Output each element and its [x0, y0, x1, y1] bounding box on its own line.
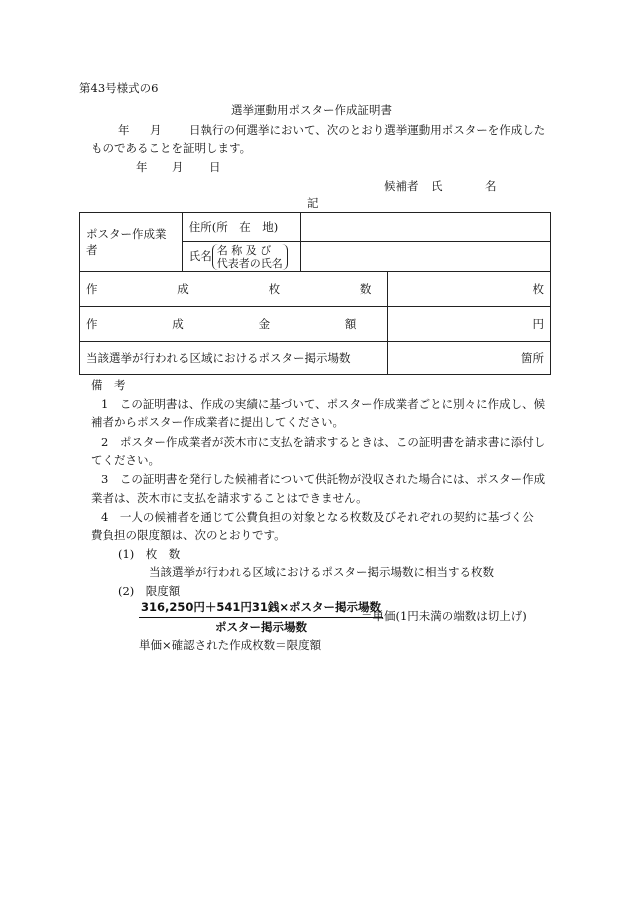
name-value	[300, 242, 550, 272]
name-label: 氏名	[188, 248, 212, 263]
amount-unit: 円	[388, 307, 551, 342]
notes-heading: 備 考	[91, 378, 126, 392]
note-1-line-1: 1 この証明書は、作成の実績に基づいて、ポスター作成業者ごとに別々に作成し、候	[101, 397, 546, 411]
sub-item-1-text: 当該選挙が行われる区域におけるポスター掲示場数に相当する枚数	[149, 565, 494, 579]
sub-item-1-label: (1) 枚 数	[118, 547, 181, 561]
name-brace-line-2: 代表者の氏名	[216, 256, 283, 270]
ki-heading: 記	[307, 196, 319, 210]
formula-numerator: 316,250円＋541円31銭×ポスター掲示場数	[139, 599, 383, 618]
address-label: 住所(所 在 地)	[182, 213, 300, 242]
intro-month: 月	[150, 123, 162, 137]
note-1-line-2: 補者からポスター作成業者に提出してください。	[91, 415, 344, 429]
count-label-char: 成	[177, 282, 189, 296]
name-brace	[212, 244, 288, 270]
note-4-line-1: 4 一人の候補者を通じて公費負担の対象となる枚数及びそれぞれの契約に基づく公	[101, 510, 534, 524]
amount-label	[80, 307, 388, 342]
sites-label: 当該選挙が行われる区域におけるポスター掲示場数	[80, 342, 388, 375]
candidate-name-1: 氏	[431, 179, 443, 193]
date-year: 年	[136, 160, 148, 174]
formula-line-2: 単価×確認された作成枚数＝限度額	[139, 638, 322, 652]
count-unit: 枚	[388, 272, 551, 307]
date-day: 日	[209, 160, 221, 174]
address-value	[300, 213, 550, 242]
form-number: 第43号様式の6	[79, 81, 159, 95]
candidate-name-2: 名	[485, 179, 497, 193]
sub-item-2-label: (2) 限度額	[118, 584, 181, 598]
intro-line1: 日執行の何選挙において、次のとおり選挙運動用ポスターを作成した	[189, 123, 546, 137]
formula-denominator: ポスター掲示場数	[215, 620, 308, 634]
amount-label-char: 金	[258, 317, 271, 331]
count-label-char: 枚	[268, 282, 281, 296]
name-brace-line-1: 名 称 及 び	[216, 243, 272, 257]
intro-line2: ものであることを証明します。	[91, 141, 252, 155]
note-2-line-2: てください。	[91, 453, 160, 467]
intro-year: 年	[118, 123, 130, 137]
amount-label-char: 成	[172, 317, 184, 331]
formula-result: ＝単価(1円未満の端数は切上げ)	[361, 609, 527, 623]
note-2-line-1: 2 ポスター作成業者が茨木市に支払を請求するときは、この証明書を請求書に添付し	[101, 435, 546, 449]
note-3-line-1: 3 この証明書を発行した候補者について供託物が没収された場合には、ポスター作成	[101, 472, 546, 486]
maker-label: ポスター作成業者	[80, 213, 183, 272]
count-label-char: 数	[359, 282, 372, 296]
certificate-table	[79, 212, 551, 375]
limit-formula-fraction	[139, 599, 383, 635]
page-title: 選挙運動用ポスター作成証明書	[231, 103, 392, 117]
count-label-char: 作	[86, 282, 98, 296]
sites-unit: 箇所	[388, 342, 551, 375]
note-3-line-2: 業者は、茨木市に支払を請求することはできません。	[91, 491, 368, 505]
date-month: 月	[172, 160, 184, 174]
candidate-label: 候補者	[384, 179, 419, 193]
name-label-cell	[182, 242, 300, 272]
count-label	[80, 272, 388, 307]
amount-label-char: 作	[86, 317, 98, 331]
note-4-line-2: 費負担の限度額は、次のとおりです。	[91, 528, 286, 542]
amount-label-char: 額	[344, 317, 357, 331]
